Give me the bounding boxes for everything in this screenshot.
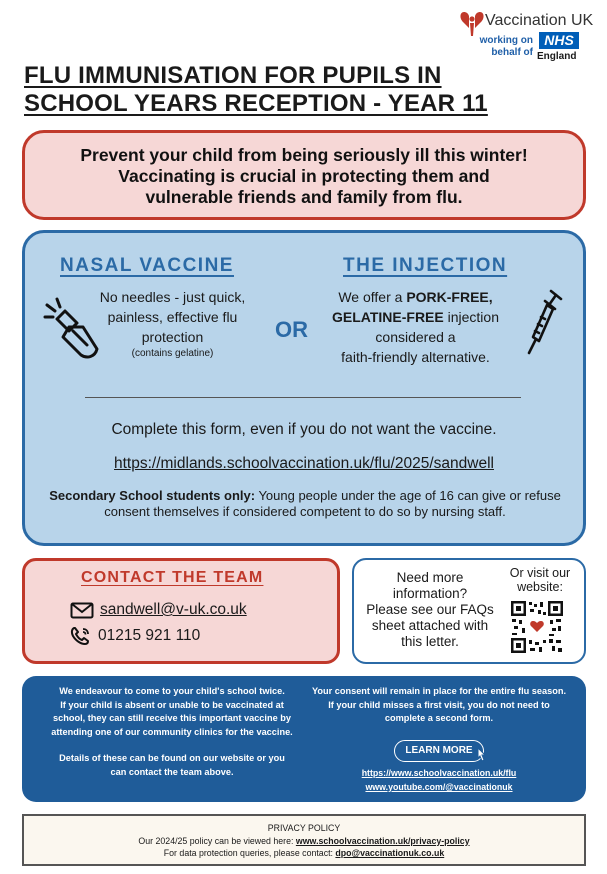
contact-email[interactable]: sandwell@v-uk.co.uk: [100, 601, 247, 618]
visit-website-label: Or visit our website:: [509, 566, 571, 594]
vaccine-options-panel: [22, 230, 586, 546]
privacy-line-2: For data protection queries, please contact: dpo@vaccinationuk.co.uk: [163, 848, 445, 858]
qr-code[interactable]: [510, 600, 564, 654]
consent-form-link[interactable]: https://midlands.schoolvaccination.uk/flu/2025/sandwell: [114, 455, 494, 472]
youtube-link[interactable]: www.youtube.com/@vaccinationuk: [365, 782, 513, 792]
page-title: [24, 62, 504, 118]
title-line-2: SCHOOL YEARS RECEPTION - YEAR 11: [24, 90, 488, 117]
vaccination-uk-logo: [457, 8, 597, 64]
learn-more-button[interactable]: LEARN MORE: [394, 740, 484, 762]
privacy-heading: PRIVACY POLICY: [267, 823, 341, 833]
nasal-description: No needles - just quick, painless, effective flu protection (contains gelatine): [80, 287, 265, 361]
contact-panel: [22, 558, 340, 664]
faq-text: Need more information? Please see our FAQs sheet attached with this letter.: [366, 570, 494, 649]
faq-panel: [352, 558, 586, 664]
nasal-vaccine-heading: NASAL VACCINE: [60, 255, 234, 276]
or-separator: OR: [275, 317, 308, 342]
section-divider: [85, 397, 521, 398]
title-line-1: FLU IMMUNISATION FOR PUPILS IN: [24, 62, 442, 89]
injection-description: We offer a PORK-FREE, GELATINE-FREE injection considered a faith-friendly alternative.: [331, 289, 499, 365]
clinic-info: We endeavour to come to your child's school twice. If your child is absent or unable to be vaccinated at school, they can still receive this important vaccine by attending one of our community clinics for the vaccine. Details of these can be found on our website or you can contact the team above.: [51, 686, 293, 777]
privacy-policy-box: [22, 814, 586, 866]
dpo-email-link[interactable]: dpo@vaccinationuk.co.uk: [335, 848, 445, 858]
contact-heading: CONTACT THE TEAM: [81, 569, 264, 586]
syringe-icon: [523, 287, 565, 359]
nhs-england-label: England: [537, 51, 577, 62]
privacy-policy-link[interactable]: www.schoolvaccination.uk/privacy-policy: [295, 835, 470, 846]
flu-info-link[interactable]: https://www.schoolvaccination.uk/flu: [361, 768, 517, 778]
consent-info: Your consent will remain in place for the entire flu season. If your child misses a first visit, you do not need to complete a second form.: [311, 686, 567, 723]
complete-form-instruction: Complete this form, even if you do not want the vaccine.: [111, 421, 497, 438]
prevent-line-1: Prevent your child from being seriously ill this winter!: [80, 145, 528, 165]
pointer-cursor-icon: [474, 746, 490, 764]
prevent-line-2: Vaccinating is crucial in protecting them and: [118, 166, 490, 186]
working-on-behalf: working on behalf of: [479, 35, 533, 58]
contact-phone-row: [70, 626, 200, 646]
privacy-line-1: Our 2024/25 policy can be viewed here: www.schoolvaccination.uk/privacy-policy: [138, 835, 470, 846]
contact-email-row: [70, 601, 247, 619]
secondary-school-note: Secondary School students only: Young people under the age of 16 can give or refuse consent themselves if considered competent to do so by nursing staff.: [49, 488, 561, 519]
nhs-logo: NHS: [539, 32, 579, 49]
gelatine-note: (contains gelatine): [131, 348, 214, 359]
injection-heading: THE INJECTION: [343, 255, 508, 276]
phone-icon: [70, 626, 92, 646]
envelope-icon: [70, 602, 94, 619]
contact-phone[interactable]: 01215 921 110: [98, 627, 201, 644]
info-panel: [22, 676, 586, 802]
prevent-line-3: vulnerable friends and family from flu.: [145, 187, 463, 207]
brand-name: Vaccination UK: [485, 12, 594, 29]
prevent-banner: [22, 130, 586, 220]
